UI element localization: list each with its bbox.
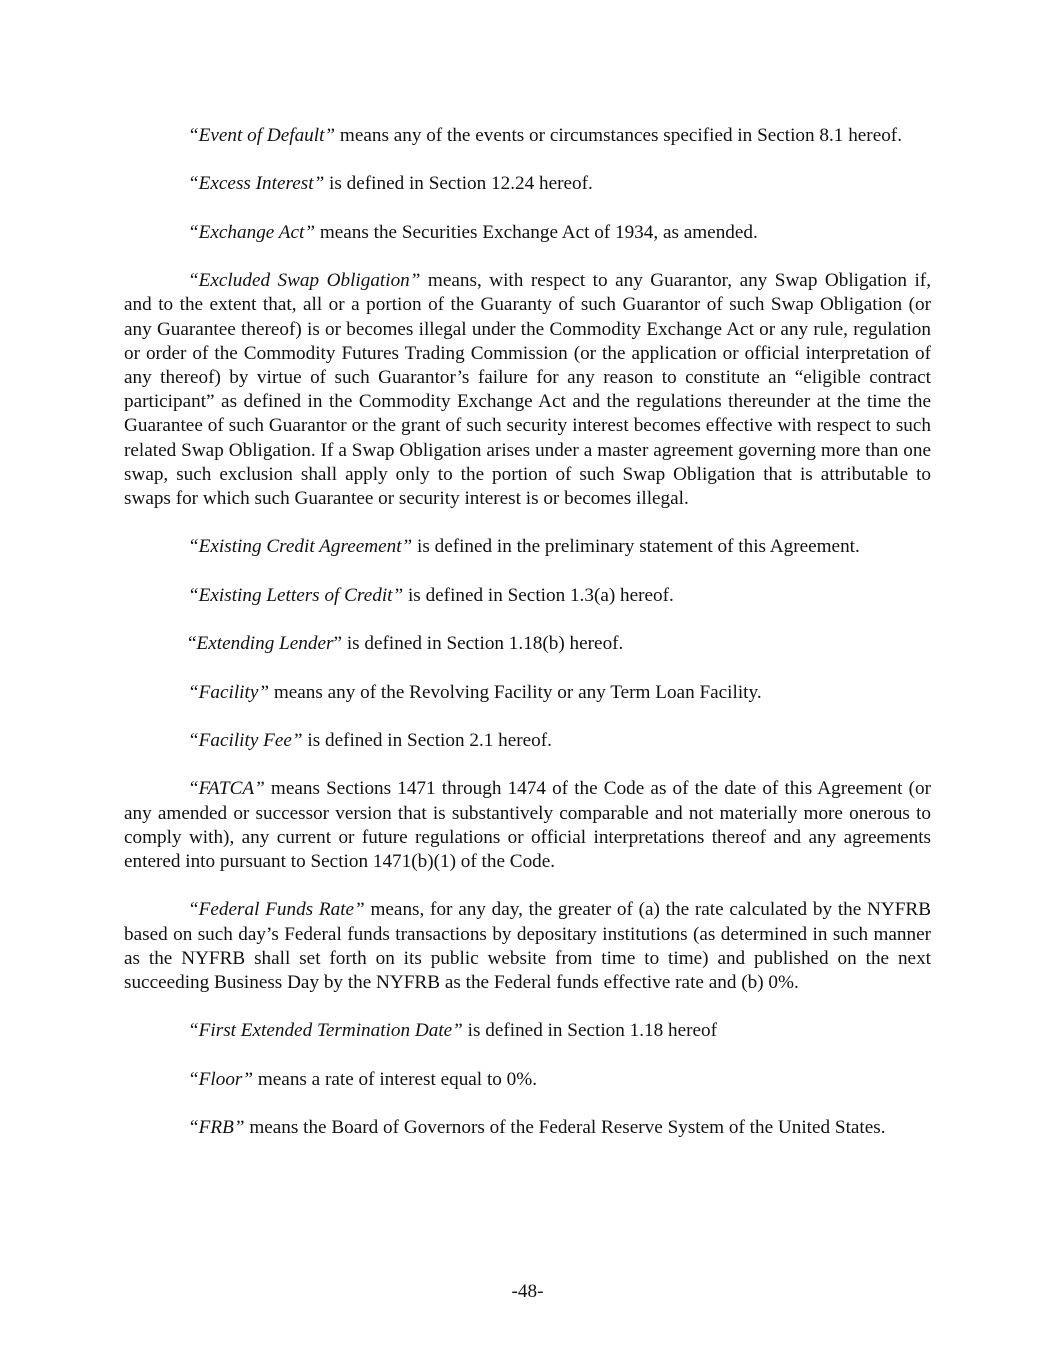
close-quote: ” [333, 633, 343, 655]
defined-term: “Facility Fee” [188, 729, 303, 751]
definition-text: means Sections 1471 through 1474 of the Code as of the date of this Agreement (or any amended or successor version that is substantively comparable and not materially more onerous to comply with), any current or future regulations or official interpretations thereof and any agreements entered into pursuant to Section 1471(b)(1) of the Code. [124, 778, 931, 872]
definition-first-extended-termination-date [124, 1019, 931, 1043]
defined-term: “Floor” [188, 1068, 254, 1090]
defined-term: “Existing Credit Agreement” [188, 536, 413, 558]
definition-facility [124, 681, 931, 705]
defined-term: “Event of Default” [188, 125, 336, 146]
definition-existing-letters-of-credit [124, 584, 931, 608]
defined-term: “Exchange Act” [188, 221, 316, 243]
definition-excess-interest [124, 172, 931, 196]
definition-text: is defined in Section 12.24 hereof. [324, 173, 593, 195]
definition-frb [124, 1116, 931, 1140]
definition-text: is defined in the preliminary statement of this Agreement. [412, 536, 860, 558]
definition-text: means the Securities Exchange Act of 1934, as amended. [315, 221, 758, 243]
definition-excluded-swap-obligation [124, 269, 931, 511]
defined-term-word: Extending Lender [196, 633, 334, 655]
definition-event-of-default [124, 124, 931, 148]
definition-federal-funds-rate [124, 898, 931, 995]
definition-floor [124, 1068, 931, 1092]
definition-text: means, with respect to any Guarantor, any Swap Obligation if, and to the extent that, all or a portion of the Guaranty of such Guarantor of such Swap Obligation (or any Guarantee thereof) is or becomes illegal under the Commodity Exchange Act or any rule, regulation or order of the Commodity Futures Trading Commission (or the application or official interpretation of any thereof) by virtue of such Guarantor’s failure for any reason to constitute an “eligible contract participant” as defined in the Commodity Exchange Act and the regulations thereunder at the time the Guarantee of such Guarantor or the grant of such security interest becomes effective with respect to such related Swap Obligation. If a Swap Obligation arises under a master agreement governing more than one swap, such exclusion shall apply only to the portion of such Swap Obligation that is attributable to swaps for which such Guarantee or security interest is or becomes illegal. [124, 270, 931, 509]
definition-facility-fee [124, 729, 931, 753]
definition-text: is defined in Section 1.18(b) hereof. [342, 633, 624, 655]
defined-term: “Excess Interest” [188, 173, 325, 195]
definition-extending-lender [124, 632, 931, 656]
page-number: -48- [511, 1281, 544, 1302]
definition-text: means the Board of Governors of the Federal Reserve System of the United States. [244, 1117, 886, 1139]
open-quote: “ [188, 633, 197, 655]
definition-exchange-act [124, 221, 931, 245]
defined-term [188, 633, 342, 654]
definition-fatca [124, 777, 931, 874]
definition-text: is defined in Section 2.1 hereof. [302, 729, 552, 751]
defined-term: “FRB” [188, 1117, 245, 1139]
definition-text: is defined in Section 1.18 hereof [462, 1020, 718, 1042]
defined-term: “First Extended Termination Date” [188, 1020, 463, 1042]
defined-term: “Existing Letters of Credit” [188, 584, 404, 606]
defined-term: “Federal Funds Rate” [188, 899, 365, 921]
definition-text: means any of the Revolving Facility or any Term Loan Facility. [269, 681, 762, 703]
defined-term: “Excluded Swap Obligation” [188, 270, 421, 292]
definition-existing-credit-agreement [124, 535, 931, 559]
definition-text: means any of the events or circumstances specified in Section 8.1 hereof. [335, 125, 902, 146]
defined-term: “Facility” [188, 681, 270, 703]
document-page [124, 124, 931, 1165]
definition-text: means, for any day, the greater of (a) the rate calculated by the NYFRB based on such day’s Federal funds transactions by depositary institutions (as determined in such manner as the NYFRB shall set forth on its public website from time to time) and published on the next succeeding Business Day by the NYFRB as the Federal funds effective rate and (b) 0%. [124, 899, 931, 993]
definition-text: means a rate of interest equal to 0%. [253, 1068, 538, 1090]
defined-term: “FATCA” [188, 778, 265, 800]
definition-text: is defined in Section 1.3(a) hereof. [403, 584, 674, 606]
